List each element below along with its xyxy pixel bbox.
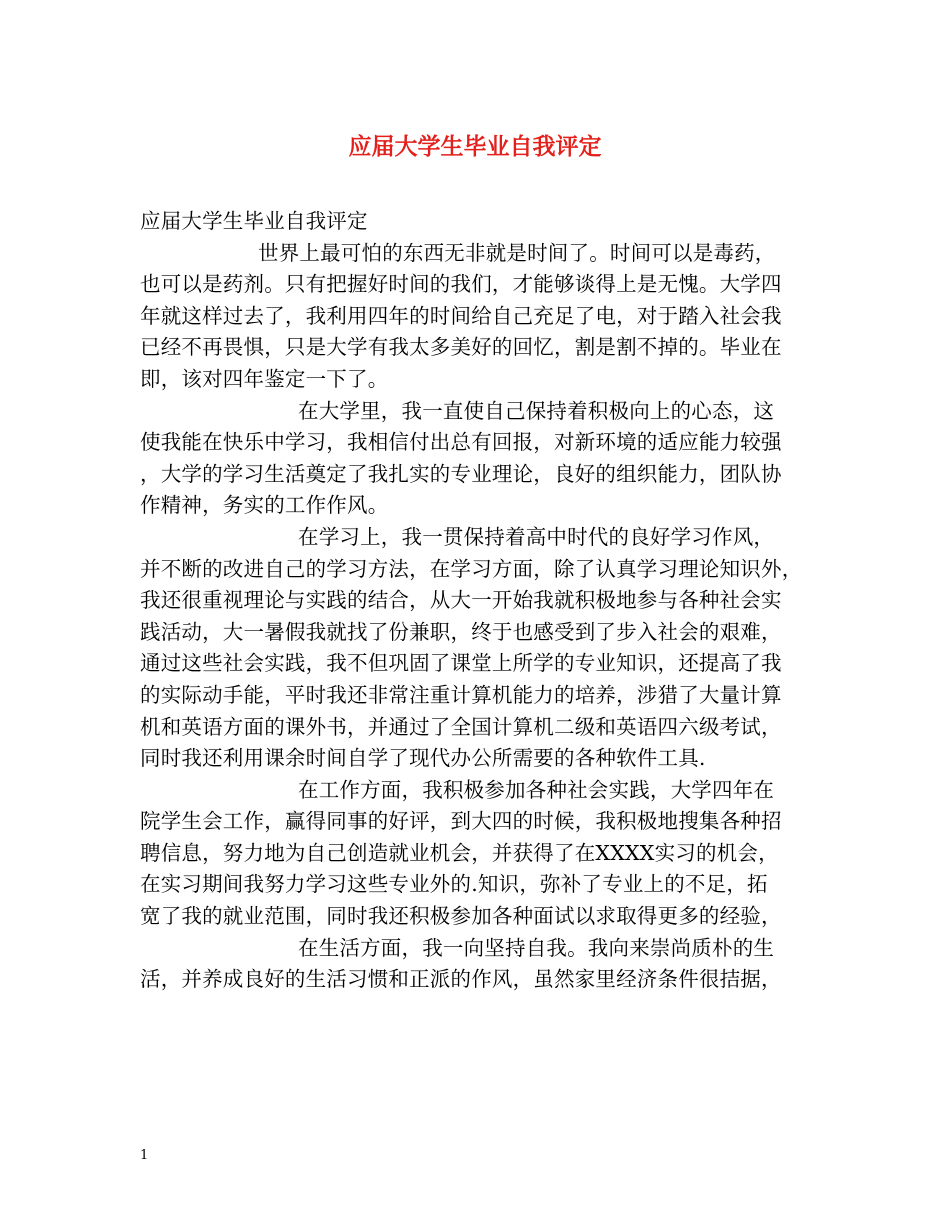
body-line: 并不断的改进自己的学习方法，在学习方面，除了认真学习理论知识外， (140, 556, 803, 581)
body-line: 活，并养成良好的生活习惯和正派的作风，虽然家里经济条件很拮据， (140, 967, 782, 992)
document-body (140, 206, 830, 996)
body-line: 我还很重视理论与实践的结合，从大一开始我就积极地参与各种社会实 (140, 588, 782, 613)
body-line: 也可以是药剂。只有把握好时间的我们，才能够谈得上是无愧。大学四 (140, 272, 782, 297)
body-line: 聘信息，努力地为自己创造就业机会，并获得了在XXXX实习的机会， (140, 840, 779, 865)
body-line: 通过这些社会实践，我不但巩固了课堂上所学的专业知识，还提高了我 (140, 651, 782, 676)
body-line: 院学生会工作，赢得同事的好评，到大四的时候，我积极地搜集各种招 (140, 809, 782, 834)
body-line: 在生活方面，我一向坚持自我。我向来崇尚质朴的生 (298, 935, 775, 960)
body-line: 使我能在快乐中学习，我相信付出总有回报，对新环境的适应能力较强 (140, 430, 782, 455)
body-line: 践活动，大一暑假我就找了份兼职，终于也感受到了步入社会的艰难， (140, 619, 782, 644)
body-line: 年就这样过去了，我利用四年的时间给自己充足了电，对于踏入社会我 (140, 303, 782, 328)
body-line: 已经不再畏惧，只是大学有我太多美好的回忆，割是割不掉的。毕业在 (140, 335, 782, 360)
body-line-subtitle: 应届大学生毕业自我评定 (140, 209, 368, 233)
body-line: 在实习期间我努力学习这些专业外的.知识，弥补了专业上的不足，拓 (140, 872, 768, 897)
body-line: ，大学的学习生活奠定了我扎实的专业理论，良好的组织能力，团队协 (140, 461, 782, 486)
body-line: 的实际动手能，平时我还非常注重计算机能力的培养，涉猎了大量计算 (140, 682, 782, 707)
body-line: 世界上最可怕的东西无非就是时间了。时间可以是毒药， (258, 240, 776, 265)
document-title: 应届大学生毕业自我评定 (348, 134, 602, 160)
body-line: 在大学里，我一直使自己保持着积极向上的心态，这 (298, 398, 775, 423)
body-line: 同时我还利用课余时间自学了现代办公所需要的各种软件工具. (140, 746, 706, 771)
body-line: 在工作方面，我积极参加各种社会实践，大学四年在 (298, 777, 775, 802)
body-line: 宽了我的就业范围，同时我还积极参加各种面试以求取得更多的经验， (140, 904, 782, 929)
body-line: 机和英语方面的课外书，并通过了全国计算机二级和英语四六级考试， (140, 714, 782, 739)
page-number: 1 (140, 1148, 149, 1163)
body-line: 作精神，务实的工作作风。 (140, 493, 389, 518)
body-line: 即，该对四年鉴定一下了。 (140, 366, 389, 391)
body-line: 在学习上，我一贯保持着高中时代的良好学习作风， (298, 524, 775, 549)
